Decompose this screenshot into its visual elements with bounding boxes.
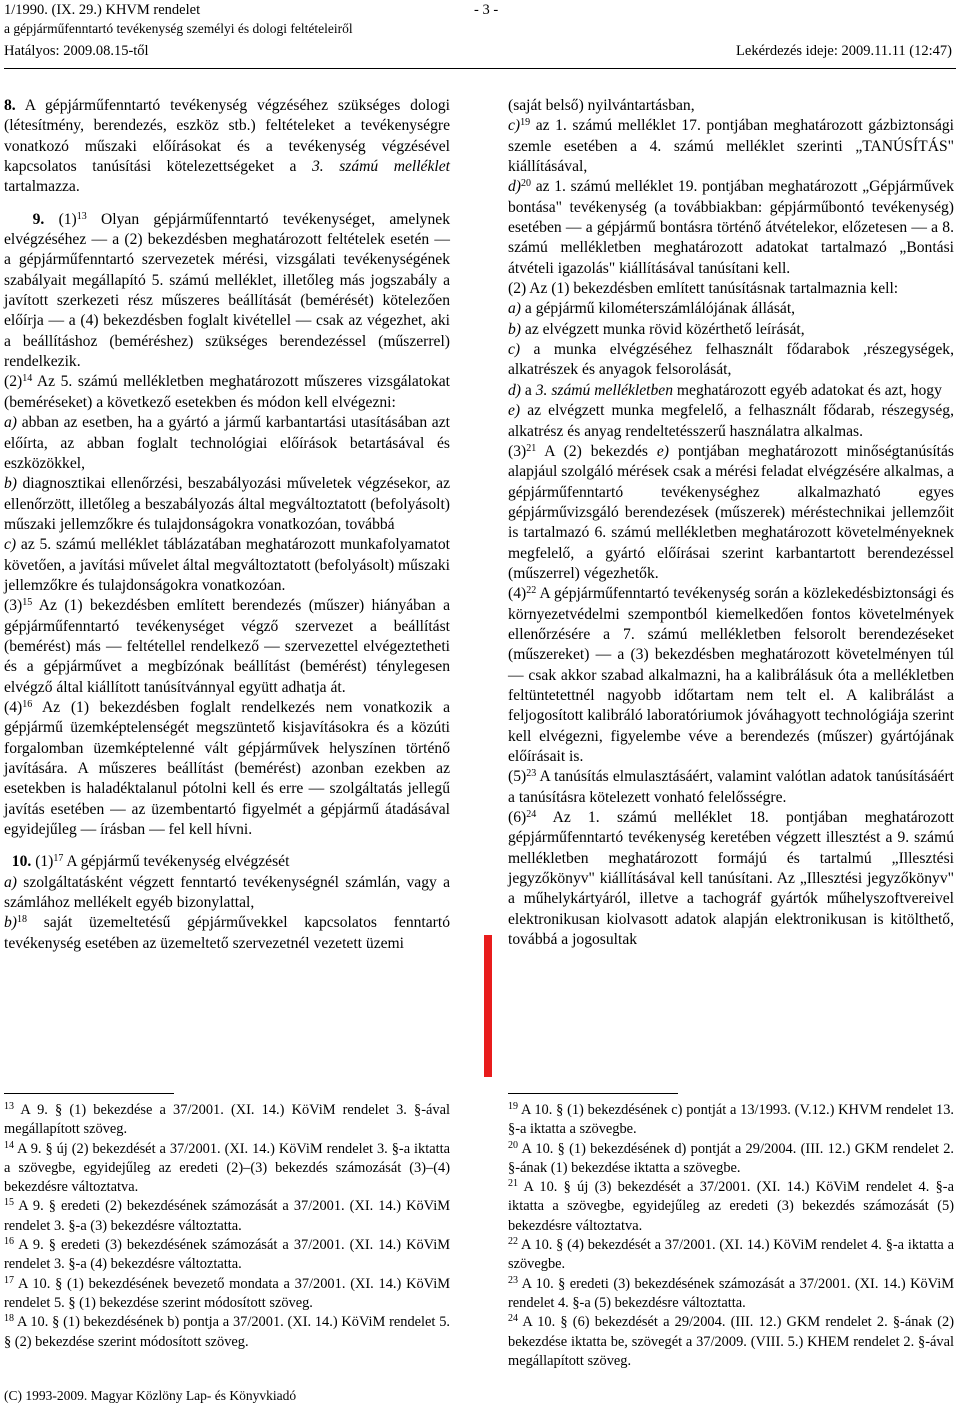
right-column — [508, 96, 954, 950]
footnote — [4, 1197, 450, 1236]
point-b: b)$^{18}$ saját üzemeltetésű gépjárművekkel kapcsolatos fenntartó tevékenység esetében az üzemeltető szervezetnél vezetett üzemi — [4, 914, 450, 952]
footnote-ref[interactable]: 19 — [520, 117, 531, 129]
footnote-rule — [4, 1093, 174, 1094]
page-header — [4, 0, 956, 70]
footnote — [508, 1313, 954, 1371]
point-e: e) az elvégzett munka megfelelő, a felhasznált fődarab, részegység, alkatrész és anyag rendeltetésszerű használatra alkalmas. — [508, 402, 954, 440]
footnote-ref[interactable]: 16 — [22, 698, 33, 710]
footnote — [508, 1275, 954, 1314]
section-number: 8. — [4, 97, 16, 114]
section-10-par-1: 10. $(1)^{17}$ A gépjármű tevékenység elvégzését — [11, 853, 290, 871]
footnote-number: 13 — [4, 1101, 14, 1112]
footnote-ref[interactable]: 24 — [526, 809, 537, 821]
point-b: b) diagnosztikai ellenőrzési, beszabályozási műveletek végzésekor, az ellenőrzött, illetőleg a beszabályozás által megváltoztatott (befolyásolt) műszaki jellemzőkre és tulajdonságokra vonatkozóan, továbbá — [4, 475, 450, 533]
copyright-footer: (C) 1993-2009. Magyar Közlöny Lap- és Könyvkiadó — [4, 1388, 297, 1403]
footnote-number: 24 — [508, 1313, 518, 1325]
point-c: c) az 5. számú melléklet táblázatában meghatározott munkafolyamatot követően, a javítási művelet által megváltoztatott (befolyásolt) műszaki jellemzőkre és tulajdonságokra vonatkozóan. — [4, 536, 451, 594]
footnote-number: 20 — [508, 1139, 518, 1151]
footnote-ref[interactable]: 22 — [526, 585, 537, 597]
footnote-text: A 9. § új (2) bekezdését a 37/2001. (XI. 14.) KöViM rendelet 3. §-a iktatta a szövegbe, egyidejűleg az eredeti (2)–(3) bekezdés számozását (3)–(4) bekezdésre változtatva. — [4, 1140, 450, 1196]
footnote-rule — [508, 1093, 678, 1094]
section-number: 10. — [11, 853, 32, 871]
footnote-text: A 9. § eredeti (3) bekezdésének számozását a 37/2001. (XI. 14.) KöViM rendelet 3. §-a (4) bekezdésre változtatta. — [4, 1237, 450, 1273]
footnote-ref[interactable]: 18 — [17, 914, 27, 926]
footnote-text: A 10. § (1) bekezdésének d) pontját a 29/2004. (III. 12.) GKM rendelet 2. §-ának (1) bekezdése iktatta a szövegbe. — [508, 1140, 954, 1176]
query-date: Lekérdezés ideje: 2009.11.11 (12:47) — [736, 43, 952, 59]
footnotes-right — [508, 1101, 954, 1371]
point-d: d) a 3. számú mellékletben meghatározott egyéb adatokat és azt, hogy — [508, 381, 942, 399]
footnote-text: A 10. § (1) bekezdésének bevezető mondata a 37/2001. (XI. 14.) KöViM rendelet 5. § (1) bekezdése szerint módosított szöveg. — [4, 1275, 450, 1311]
footnote-text: A 10. § (1) bekezdésének c) pontját a 13/1993. (V.12.) KHVM rendelet 13. §-a iktatta a szövegbe. — [508, 1102, 954, 1138]
section-10-par-3: $(3)^{21}$ A (2) bekezdés e) pontjában meghatározott minőségtanúsítás alapjául szolgáló mérések csak a mérési feladat elvégzésére alkalmas, a gépjárműfenntartó tevékenységhez alkalmazható egyes gépjárművizsgáló berendezések (műszerek) méréstechnikai jellemzőit is tartalmazó 6. számú mellékletben meghatározott követelményeknek megfelelő, a gyártó előírásai szerint karbantartott berendezéssel (műszerrel) végezhetők. — [508, 442, 954, 582]
footnote-number: 17 — [4, 1274, 14, 1286]
footnote-number: 21 — [508, 1178, 518, 1190]
footnote — [4, 1140, 450, 1198]
page-number: - 3 - — [474, 2, 499, 18]
section-8: 8. A gépjárműfenntartó tevékenység végzéséhez szükséges dologi (létesítmény, berendezés, eszköz stb.) feltételeket a tevékenységre vonatkozó műszaki előírásokat és a tevékenység végzésével kapcsolatos tanúsítási kötelezettségeket a 3. számú melléklet tartalmazza. — [4, 97, 450, 196]
footnote-ref[interactable]: 21 — [526, 442, 537, 454]
footnote-ref[interactable]: 17 — [53, 853, 64, 865]
section-9-par-3: $(3)^{15}$ Az (1) bekezdésben említett berendezés (műszer) hiányában a gépjárműfenntartó tevékenységet végző szervezet a beállítást (bemérést) más — feltétellel rendelkező — szervezettel elvégeztetheti és a gépjárművet a megbízónak beállítást (bemérést) ténylegesen elvégző által kiállított tanúsítvánnyal együtt adhatja át. — [4, 597, 450, 696]
section-10-par-6: $(6)^{24}$ Az 1. számú melléklet 18. pontjában meghatározott gépjárműfenntartó tevékenység keretében végzett illesztést a 9. számú mellékletben meghatározott formájú és tartalmú „Illesztési jegyzőkönyv" kiállításával kell tanúsítani. Az „Illesztési jegyzőkönyv" a műhelykártyáról, illetve a tachográf gyártók műhelyszoftvereivel elektronikusan kiolvasott adatok alapján elektronikusan is kitölthető, továbbá a jogosultak — [508, 809, 954, 949]
section-9-par-4: $(4)^{16}$ Az (1) bekezdésben foglalt rendelkezés nem vonatkozik a gépjármű üzemképtelenségét megszüntető kisjavításokra és a közúti forgalomban üzemképtelenné vált gépjárművek helyszínen történő javítására. A műszeres beállítást (bemérést) azonban ezekben az esetekben is haladéktalanul pótolni kell és erre — szolgáltatás jellegű javítás esetében — az üzembentartó figyelmét a gépjármű átadásával egyidejűleg — írásban — fel kell hívni. — [4, 698, 450, 839]
footnote — [4, 1236, 450, 1275]
footnote — [4, 1101, 450, 1140]
left-column — [4, 96, 450, 954]
footnote-ref[interactable]: 15 — [22, 597, 33, 609]
footnote-number: 15 — [4, 1197, 14, 1209]
annex-reference: 3. számú mellékletben — [535, 381, 673, 399]
section-number: 9. — [32, 210, 45, 228]
document-subtitle: a gépjárműfenntartó tevékenység személyi és dologi feltételeiről — [4, 21, 353, 36]
footnote-text: A 10. § (1) bekezdésének b) pontja a 37/2001. (XI. 14.) KöViM rendelet 5. § (2) bekezdése szerint módosított szöveg. — [4, 1314, 450, 1350]
footnote-ref[interactable]: 13 — [76, 210, 87, 222]
section-9-par-1: 9. $(1)^{13}$ Olyan gépjárműfenntartó tevékenységet, amelynek elvégzéséhez — a (2) bekezdésben meghatározott feltételek esetén — a gépjárműfenntartó szervezetek mérési, vizsgálati tevékenységének szabályait megállapító 5. számú melléklet, illetőleg más jogszabály a javított szerkezeti rész műszeres beállítását (bemérését) kötelezően előírja — a (4) bekezdésben foglalt kivétellel — csak az végezhet, aki a beállításhoz (beméréshez) szükséges berendezéssel (műszerrel) rendelkezik. — [4, 210, 450, 371]
footnote-ref[interactable]: 20 — [521, 178, 531, 190]
footnote-ref[interactable]: 23 — [526, 768, 537, 780]
footnote-number: 14 — [4, 1139, 14, 1151]
section-10-par-2: (2) Az (1) bekezdésben említett tanúsításnak tartalmaznia kell: — [508, 280, 899, 298]
footnote-ref[interactable]: 14 — [22, 373, 33, 385]
footnote-number: 18 — [4, 1313, 14, 1325]
section-10-par-5: $(5)^{23}$ A tanúsítás elmulasztásáért, valamint valótlan adatok tanúsításáért a tanúsításra kötelezett vonható felelősségre. — [508, 768, 954, 806]
point-a: a) abban az esetben, ha a gyártó a jármű karbantartási utasításában azt előírta, az abban foglalt technológiai előírások betartásával és eszközökkel, — [4, 414, 450, 472]
change-marker-bar — [484, 935, 492, 1077]
footnote — [4, 1275, 450, 1314]
section-9-par-2: $(2)^{14}$ Az 5. számú mellékletben meghatározott műszeres vizsgálatokat (beméréseket) a következő esetekben és módon kell elvégezni: — [4, 373, 450, 411]
point-a: a) a gépjármű kilométerszámlálójának állását, — [508, 300, 796, 318]
footnote — [508, 1236, 954, 1275]
document-title: 1/1990. (IX. 29.) KHVM rendelet — [4, 2, 201, 18]
footnote-text: A 9. § (1) bekezdése a 37/2001. (XI. 14.) KöViM rendelet 3. §-ával megállapított szöveg. — [4, 1102, 450, 1138]
footnote-text: A 10. § (4) bekezdését a 37/2001. (XI. 14.) KöViM rendelet 4. §-a iktatta a szövegbe. — [508, 1237, 954, 1273]
footnotes-left — [4, 1101, 450, 1352]
footnote-text: A 10. § (6) bekezdését a 29/2004. (III. 12.) GKM rendelet 2. §-ának (2) bekezdése iktatta be, szövegét a 37/2009. (VIII. 5.) KHEM rendelet 2. §-ával megállapított szöveg. — [508, 1314, 954, 1369]
point-c: c) a munka elvégzéséhez felhasznált fődarabok ,részegységek, alkatrészek és anyagok felsorolását, — [508, 341, 954, 379]
footnote — [508, 1101, 954, 1140]
continuation-text: (saját belső) nyilvántartásban, — [508, 97, 695, 114]
footnote-text: A 10. § új (3) bekezdését a 37/2001. (XI. 14.) KöViM rendelet 4. §-a iktatta a szövegbe, egyidejűleg az eredeti (3) bekezdés számozását (5) bekezdésre változtatva. — [508, 1179, 954, 1234]
point-b: b) az elvégzett munka rövid közérthető leírását, — [508, 320, 805, 338]
footnote-number: 23 — [508, 1274, 518, 1286]
footnote-number: 19 — [508, 1101, 518, 1112]
footnote — [508, 1140, 954, 1179]
footnote — [508, 1178, 954, 1236]
header-rule — [4, 68, 956, 69]
section-10-par-4: $(4)^{22}$ A gépjárműfenntartó tevékenység során a közlekedésbiztonsági és környezetvédelmi szempontból kiemelkedően fontos követelmények ellenőrzésére a 7. számú mellékletben felsorolt berendezéseket (műszereket) — a (3) bekezdésben meghatározott követelményen túl — csak akkor szabad alkalmazni, ha a kalibrálásuk óta a mellékletben feltüntetettnél nagyobb időtartam nem telt el. A kalibrálást a feljogosított kalibráló laboratóriumok jóváhagyott technológiája szerint kell elvégezni, figyelembe véve a berendezés (műszer) gyártójának előírásait is. — [508, 585, 954, 765]
point-a: a) szolgáltatásként végzett fenntartó tevékenységnél számlán, vagy a számlához mellékelt egyéb bizonylattal, — [4, 873, 450, 912]
footnote — [4, 1313, 450, 1352]
footnote-number: 16 — [4, 1236, 14, 1248]
footnote-text: A 10. § eredeti (3) bekezdésének számozását a 37/2001. (XI. 14.) KöViM rendelet 4. §-a (5) bekezdésre változtatta. — [508, 1275, 954, 1311]
footnote-text: A 9. § eredeti (2) bekezdésének számozását a 37/2001. (XI. 14.) KöViM rendelet 3. §-a (3) bekezdésre változtatta. — [4, 1198, 450, 1234]
annex-reference: 3. számú melléklet — [312, 158, 450, 176]
point-c: c)$^{19}$ az 1. számú melléklet 17. pontjában meghatározott gázbiztonsági szemle esetében a 4. számú melléklet szerinti „TANÚSÍTÁS" kiállításával, — [508, 117, 954, 176]
effective-date: Hatályos: 2009.08.15-től — [4, 43, 149, 59]
footnote-number: 22 — [508, 1236, 518, 1248]
point-d: d)$^{20}$ az 1. számú melléklet 19. pontjában meghatározott „Gépjárművek bontása" tevékenység (a továbbiakban: gépjárműbontó tevékenység) esetében — a gépjármű bontásra történő átvételekor, előzetesen — a 8. számú mellékletben meghatározott adatokat tartalmazó „Bontási átvételi igazolás" kiállításával tanúsítani kell. — [508, 178, 954, 277]
